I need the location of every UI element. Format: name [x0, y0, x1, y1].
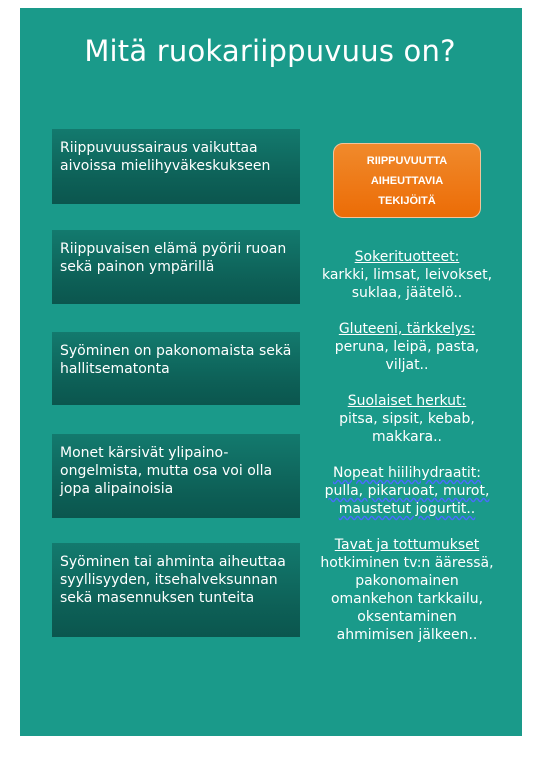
factor-text: peruna, leipä, pasta, viljat..	[334, 339, 480, 373]
badge-line-2: AIHEUTTAVIA	[370, 174, 444, 187]
info-box-4: Monet kärsivät ylipaino-ongelmista, mutta osa voi olla jopa alipainoisia	[52, 434, 300, 518]
factor-heading: Nopeat hiilihydraatit:	[332, 465, 482, 481]
factor-carbs	[318, 464, 496, 518]
factor-heading: Gluteeni, tärkkelys:	[338, 321, 476, 337]
factor-sugar	[318, 248, 496, 302]
badge-line-3: TEKIJÖITÄ	[378, 194, 436, 207]
info-box-5	[52, 543, 300, 637]
info-box-2: Riippuvaisen elämä pyörii ruoan sekä painon ympärillä	[52, 230, 300, 304]
factors-list	[318, 248, 496, 662]
factor-salty	[318, 392, 496, 446]
factor-habits	[318, 536, 496, 644]
factor-gluten	[318, 320, 496, 374]
info-box-1: Riippuvuussairaus vaikuttaa aivoissa mielihyväkeskukseen	[52, 129, 300, 204]
badge-text	[367, 151, 447, 211]
factor-heading: Suolaiset herkut:	[347, 393, 467, 409]
info-box-5-text: Syöminen tai ahminta aiheuttaa syyllisyyden, itsehalveksunnan sekä masennuksen tunteita	[60, 554, 286, 606]
factor-text: pitsa, sipsit, kebab, makkara..	[339, 411, 475, 445]
info-box-3: Syöminen on pakonomaista sekä hallitsematonta	[52, 332, 300, 405]
factor-heading: Tavat ja tottumukset	[334, 537, 480, 553]
factor-text: hotkiminen tv:n ääressä, pakonomainen omankehon tarkkailu, oksentaminen ahmimisen jälkeen..	[320, 555, 494, 643]
factor-text: pulla, pikaruoat, murot, maustetut jogurtit..	[324, 483, 490, 517]
badge-line-1: RIIPPUVUUTTA	[366, 154, 448, 167]
factors-badge	[333, 143, 481, 218]
factor-text: karkki, limsat, leivokset, suklaa, jäätelö..	[321, 267, 493, 301]
page-title: Mitä ruokariippuvuus on?	[84, 34, 456, 68]
factor-heading: Sokerituotteet:	[354, 249, 460, 265]
